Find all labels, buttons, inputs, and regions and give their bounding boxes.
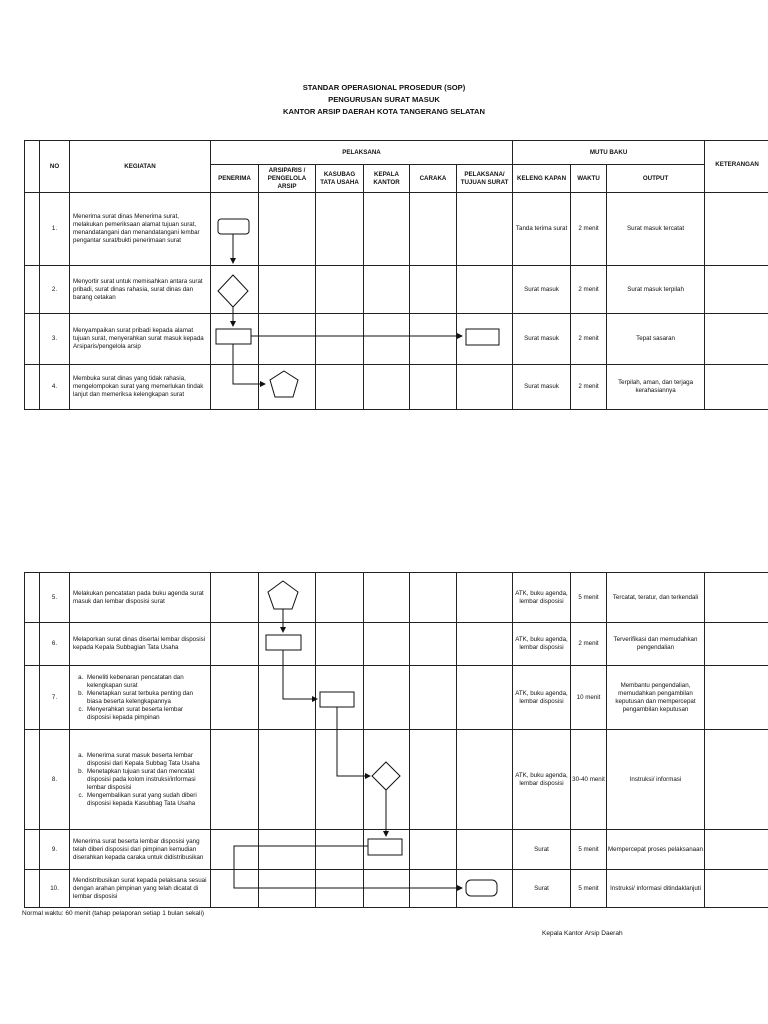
table-row — [25, 830, 768, 870]
header-kasubag: KASUBAG TATA USAHA — [316, 165, 364, 193]
normal-waktu-note: Normal waktu: 60 menit (tahap pelaporan setiap 1 bulan sekali) — [22, 910, 205, 917]
table-row — [25, 870, 768, 908]
row-no: 10. — [40, 870, 70, 908]
row-no: 4. — [40, 365, 70, 410]
header-waktu: WAKTU — [571, 165, 607, 193]
row-kegiatan-list — [70, 730, 211, 830]
row-kegiatan: Membuka surat dinas yang tidak rahasia, mengelompokan surat yang memerlukan tindak lanjut dan memeriksa kelengkapan surat — [70, 365, 211, 410]
row-kegiatan: Menerima surat beserta lembar disposisi yang telah diberi disposisi dari pimpinan kemudian diserahkan kepada caraka untuk didistribusikan — [70, 830, 211, 870]
row-output: Membantu pengendalian, memudahkan pengambilan keputusan dan mempercepat pengambilan keputusan — [607, 666, 705, 730]
list-item: b. Menetapkan surat terbuka penting dan biasa beserta kelengkapannya — [85, 690, 207, 706]
doc-title-line1: STANDAR OPERASIONAL PROSEDUR (SOP) — [302, 83, 466, 92]
row-output: Mempercepat proses pelaksanaan — [607, 830, 705, 870]
row-waktu: 2 menit — [571, 365, 607, 410]
row-kegiatan-list — [70, 666, 211, 730]
header-tujuan: PELAKSANA/ TUJUAN SURAT — [457, 165, 513, 193]
row-output: Surat masuk terpilah — [607, 266, 705, 314]
row-no: 5. — [40, 573, 70, 623]
doc-title-line3: KANTOR ARSIP DAERAH KOTA TANGERANG SELATAN — [283, 107, 485, 116]
row-waktu: 2 menit — [571, 266, 607, 314]
header-kelengkapan: KELENG KAPAN — [513, 165, 571, 193]
header-pelaksana: PELAKSANA — [211, 141, 513, 165]
row-kegiatan: Mendistribusikan surat kepada pelaksana sesuai dengan arahan pimpinan yang telah dicatat di lembar disposisi — [70, 870, 211, 908]
row-no: 3. — [40, 314, 70, 365]
doc-title-line2: PENGURUSAN SURAT MASUK — [328, 95, 440, 104]
table-row — [25, 314, 768, 365]
signature-label: Kepala Kantor Arsip Daerah — [542, 930, 623, 937]
row-output: Terpilah, aman, dan terjaga kerahasiannya — [607, 365, 705, 410]
row-kegiatan: Menerima surat dinas Menerima surat, melakukan pemeriksaan alamat tujuan surat, menandatangani dan menandatangani lembar pengantar surat/bukti penerimaan surat — [70, 193, 211, 266]
row-kelengkapan: Surat masuk — [513, 365, 571, 410]
row-kegiatan: Menyampaikan surat pribadi kepada alamat tujuan surat, menyerahkan surat masuk kepada Arsiparis/pengelola arsip — [70, 314, 211, 365]
header-output: OUTPUT — [607, 165, 705, 193]
header-no: NO — [40, 141, 70, 193]
row-no: 1. — [40, 193, 70, 266]
header-kepala: KEPALA KANTOR — [364, 165, 410, 193]
row-no: 9. — [40, 830, 70, 870]
header-keterangan: KETERANGAN — [705, 141, 768, 193]
list-item: a. Meneliti kebenaran pencatatan dan kelengkapan surat — [85, 674, 207, 690]
row-kelengkapan: Surat masuk — [513, 314, 571, 365]
row-waktu: 2 menit — [571, 623, 607, 666]
table-row — [25, 365, 768, 410]
row-waktu: 5 menit — [571, 830, 607, 870]
sop-table-part1 — [24, 140, 768, 410]
row-waktu: 2 menit — [571, 193, 607, 266]
row-no: 8. — [40, 730, 70, 830]
row-kegiatan: Melaporkan surat dinas disertai lembar disposisi kepada Kepala Subbagian Tata Usaha — [70, 623, 211, 666]
row-no: 7. — [40, 666, 70, 730]
row-kelengkapan: Tanda terima surat — [513, 193, 571, 266]
row-output: Surat masuk tercatat — [607, 193, 705, 266]
table-row — [25, 666, 768, 730]
row-output: Instruksi/ informasi — [607, 730, 705, 830]
row-kelengkapan: Surat — [513, 870, 571, 908]
table-row — [25, 730, 768, 830]
list-item: a. Menerima surat masuk beserta lembar disposisi dari Kepala Subbag Tata Usaha — [85, 752, 207, 768]
row-kegiatan: Menyortir surat untuk memisahkan antara surat pribadi, surat dinas rahasia, surat dinas dan barang cetakan — [70, 266, 211, 314]
header-mutu-baku: MUTU BAKU — [513, 141, 705, 165]
list-item: c. Mengembalikan surat yang sudah diberi disposisi kepada Kasubbag Tata Usaha — [85, 792, 207, 808]
list-item: c. Menyerahkan surat beserta lembar disposisi kepada pimpinan — [85, 706, 207, 722]
row-kelengkapan: ATK, buku agenda, lembar disposisi — [513, 623, 571, 666]
row-waktu: 5 menit — [571, 870, 607, 908]
header-kegiatan: KEGIATAN — [70, 141, 211, 193]
header-row-1 — [25, 141, 768, 165]
table-row — [25, 193, 768, 266]
row-kelengkapan: ATK, buku agenda, lembar disposisi — [513, 573, 571, 623]
sop-table-part2 — [24, 572, 768, 908]
table-row — [25, 573, 768, 623]
table-row — [25, 266, 768, 314]
list-item: b. Menetapkan tujuan surat dan mencatat disposisi pada kolom instruksi/informasi lembar disposisi — [85, 768, 207, 792]
row-waktu: 30-40 menit — [571, 730, 607, 830]
header-penerima: PENERIMA — [211, 165, 259, 193]
row-output: Terverifikasi dan memudahkan pengendalian — [607, 623, 705, 666]
row-no: 2. — [40, 266, 70, 314]
row-kelengkapan: Surat masuk — [513, 266, 571, 314]
row-output: Instruksi/ informasi ditindaklanjuti — [607, 870, 705, 908]
row-waktu: 10 menit — [571, 666, 607, 730]
blank-header — [25, 141, 40, 193]
header-arsiparis: ARSIPARIS / PENGELOLA ARSIP — [259, 165, 316, 193]
row-kelengkapan: Surat — [513, 830, 571, 870]
row-output: Tepat sasaran — [607, 314, 705, 365]
table-row — [25, 623, 768, 666]
row-no: 6. — [40, 623, 70, 666]
row-kelengkapan: ATK, buku agenda, lembar disposisi — [513, 730, 571, 830]
row-waktu: 5 menit — [571, 573, 607, 623]
row-kelengkapan: ATK, buku agenda, lembar disposisi — [513, 666, 571, 730]
row-waktu: 2 menit — [571, 314, 607, 365]
row-kegiatan: Melakukan pencatatan pada buku agenda surat masuk dan lembar disposisi surat — [70, 573, 211, 623]
row-output: Tercatat, teratur, dan terkendali — [607, 573, 705, 623]
header-caraka: CARAKA — [410, 165, 457, 193]
